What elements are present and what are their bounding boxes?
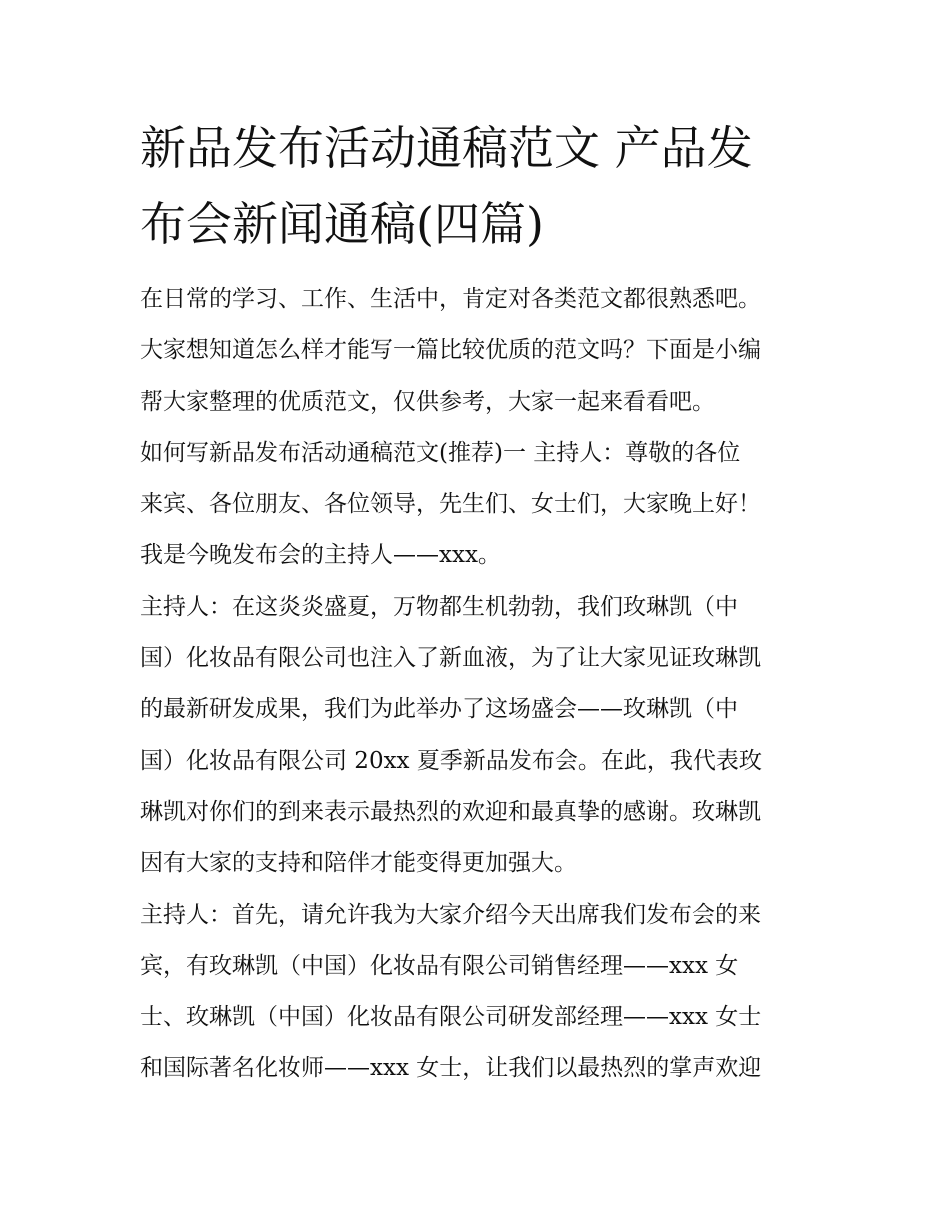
body-line: 士、玫琳凯（中国）化妆品有限公司研发部经理——xxx 女士 <box>140 1004 762 1031</box>
body-line: 因有大家的支持和陪伴才能变得更加强大。 <box>140 850 577 877</box>
body-line: 的最新研发成果，我们为此举办了这场盛会——玫琳凯（中 <box>140 696 738 723</box>
body-line: 国）化妆品有限公司也注入了新血液，为了让大家见证玫琳凯 <box>140 645 761 672</box>
body-line: 主持人：在这炎炎盛夏，万物都生机勃勃，我们玫琳凯（中 <box>140 593 738 620</box>
body-line: 在日常的学习、工作、生活中，肯定对各类范文都很熟悉吧。 <box>140 286 761 312</box>
title-line: 新品发布活动通稿范文 产品发 <box>140 121 753 175</box>
body-line: 我是今晚发布会的主持人——xxx。 <box>140 542 501 569</box>
body-line: 主持人：首先，请允许我为大家介绍今天出席我们发布会的来 <box>140 901 761 928</box>
body-line: 宾，有玫琳凯（中国）化妆品有限公司销售经理——xxx 女 <box>140 952 739 979</box>
body-line: 如何写新品发布活动通稿范文(推荐)一 主持人：尊敬的各位 <box>140 439 741 466</box>
document-title <box>140 110 820 262</box>
body-line: 大家想知道怎么样才能写一篇比较优质的范文吗？下面是小编 <box>140 337 761 364</box>
document-body <box>140 274 820 1095</box>
body-line: 和国际著名化妆师——xxx 女士，让我们以最热烈的掌声欢迎 <box>140 1055 762 1082</box>
body-line: 帮大家整理的优质范文，仅供参考，大家一起来看看吧。 <box>140 388 715 415</box>
body-line: 来宾、各位朋友、各位领导，先生们、女士们，大家晚上好！ <box>140 491 761 518</box>
body-line: 琳凯对你们的到来表示最热烈的欢迎和最真挚的感谢。玫琳凯 <box>140 798 761 825</box>
body-line: 国）化妆品有限公司 20xx 夏季新品发布会。在此，我代表玫 <box>140 747 762 774</box>
title-line: 布会新闻通稿(四篇) <box>140 197 544 251</box>
